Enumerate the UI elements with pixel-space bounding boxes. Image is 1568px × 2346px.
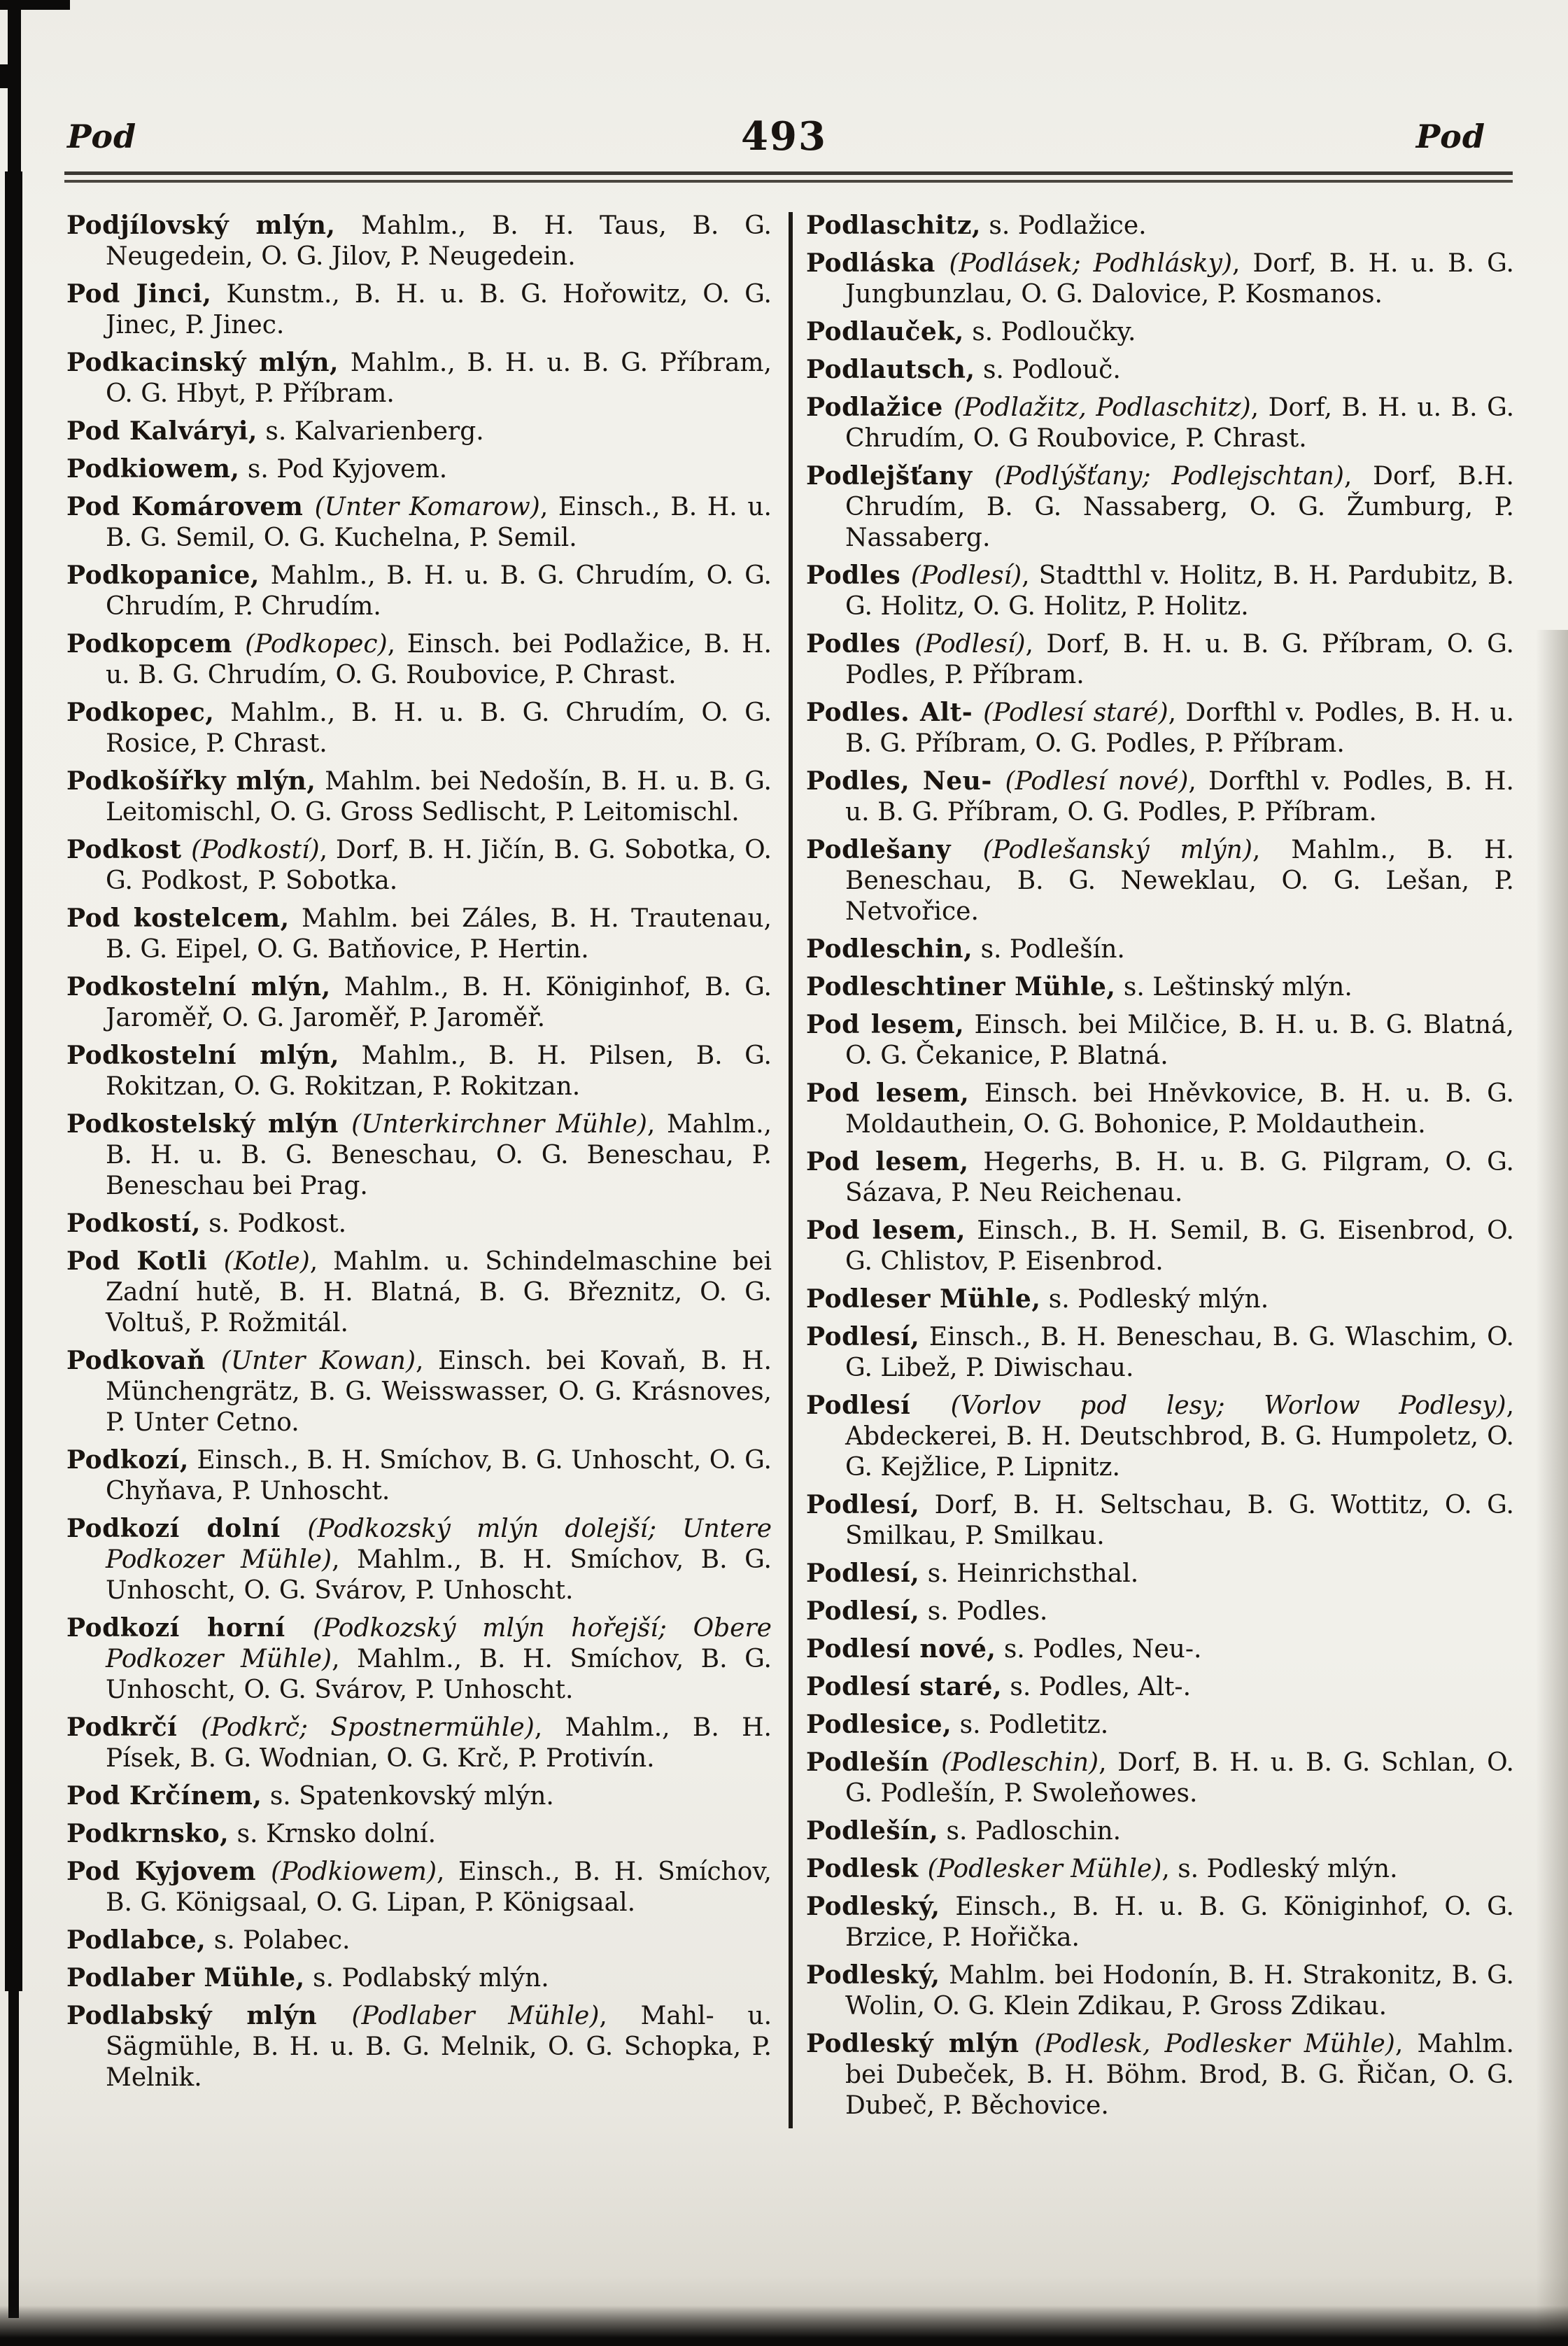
- gazetteer-entry: [66, 971, 772, 1034]
- entry-text: , Mahlm., B. H. Smíchov, B. G. Unhoscht, O. G. Svárov, P. Unhoscht.: [106, 1545, 772, 1605]
- column-divider-rule: [789, 212, 793, 2128]
- entry-text: Mahlm., B. H. Taus, B. G. Neugedein, O. G. Jilov, P. Neugedein.: [106, 211, 772, 271]
- gazetteer-entry: [66, 903, 772, 965]
- gazetteer-entry: [806, 834, 1514, 927]
- gazetteer-entry: [806, 1215, 1514, 1277]
- entry-headword: Podlaschitz,: [806, 211, 981, 240]
- gazetteer-entry: [66, 1345, 772, 1438]
- entry-headword: Podlautsch,: [806, 355, 975, 384]
- gazetteer-entry: [806, 1815, 1514, 1847]
- entry-headword: Podkrčí: [66, 1713, 202, 1742]
- running-header-right: Pod: [1415, 118, 1485, 155]
- entry-headword: Podkostí,: [66, 1209, 201, 1238]
- entry-text: , Dorf, B. H. u. B. G. Příbram, O. G. Podles, P. Příbram.: [845, 630, 1515, 689]
- entry-text: s. Podlešín.: [973, 935, 1125, 964]
- entry-headword: Podlešín: [806, 1748, 942, 1777]
- scan-artifact-left-notch: [0, 64, 9, 88]
- entry-headword: Podkacinský mlýn,: [66, 348, 339, 377]
- gazetteer-entry: [806, 1558, 1514, 1589]
- gazetteer-column-left: [66, 210, 772, 2093]
- entry-altname: (Podlesker Mühle): [927, 1855, 1162, 1883]
- entry-headword: Podkozí dolní: [66, 1514, 308, 1543]
- entry-headword: Podlesí staré,: [806, 1672, 1002, 1701]
- entry-text: , Einsch. bei Kovaň, B. H. Münchengrätz, B. G. Weisswasser, O. G. Krásnoves, P. Unter Cetno.: [106, 1347, 772, 1437]
- gazetteer-entry: [806, 1284, 1514, 1315]
- entry-headword: Pod lesem,: [806, 1216, 966, 1245]
- entry-altname: (Podlesí): [910, 561, 1022, 590]
- entry-text: s. Leštinský mlýn.: [1115, 973, 1352, 1002]
- gazetteer-entry: [806, 316, 1514, 348]
- entry-text: Mahlm. bei Záles, B. H. Trautenau, B. G. Eipel, O. G. Batňovice, P. Hertin.: [106, 904, 772, 964]
- gazetteer-entry: [806, 971, 1514, 1003]
- entry-text: , Dorf, B. H. u. B. G. Jungbunzlau, O. G. Dalovice, P. Kosmanos.: [845, 249, 1514, 309]
- gazetteer-entry: [806, 1891, 1514, 1953]
- entry-headword: Podkopanice,: [66, 561, 260, 590]
- gazetteer-entry: [806, 210, 1514, 241]
- entry-altname: (Podkozský mlýn dolejší; Untere Podkozer Mühle): [106, 1515, 772, 1574]
- gazetteer-entry: [66, 2000, 772, 2093]
- entry-headword: Podlesí,: [806, 1596, 920, 1626]
- entry-headword: Podkostelský mlýn: [66, 1109, 352, 1139]
- entry-headword: Podkozí,: [66, 1445, 189, 1475]
- gazetteer-column-right: [806, 210, 1514, 2121]
- entry-altname: (Unter Kowan): [220, 1347, 416, 1375]
- entry-altname: (Unter Komarow): [314, 493, 540, 521]
- entry-text: , Dorfthl v. Podles, B. H. u. B. G. Příbram, O. G. Podles, P. Příbram.: [845, 698, 1514, 758]
- gazetteer-entry: [806, 1321, 1514, 1384]
- entry-text: Mahlm., B. H. Pilsen, B. G. Rokitzan, O. G. Rokitzan, P. Rokitzan.: [106, 1041, 772, 1101]
- entry-text: s. Podletitz.: [952, 1711, 1109, 1739]
- entry-headword: Podlesí,: [806, 1559, 920, 1588]
- entry-text: Hegerhs, B. H. u. B. G. Pilgram, O. G. Sázava, P. Neu Reichenau.: [845, 1148, 1514, 1207]
- entry-headword: Podkiowem,: [66, 454, 240, 484]
- entry-headword: Podles, Neu-: [806, 766, 1005, 796]
- entry-headword: Podlauček,: [806, 317, 964, 346]
- entry-altname: (Podkrč; Spostnermühle): [201, 1713, 535, 1742]
- entry-headword: Podlabský mlýn: [66, 2001, 352, 2030]
- entry-headword: Pod kostelcem,: [66, 904, 290, 933]
- gazetteer-entry: [806, 1671, 1514, 1703]
- gazetteer-entry: [66, 697, 772, 759]
- gazetteer-entry: [806, 1747, 1514, 1809]
- entry-headword: Podleschin,: [806, 934, 973, 964]
- entry-text: , Mahlm., B. H. u. B. G. Beneschau, O. G. Beneschau, P. Beneschau bei Prag.: [106, 1110, 772, 1200]
- entry-text: , Dorfthl v. Podles, B. H. u. B. G. Příbram, O. G. Podles, P. Příbram.: [845, 767, 1514, 827]
- entry-headword: Pod Komárovem: [66, 492, 315, 521]
- entry-altname: (Podkozský mlýn hořejší; Obere Podkozer Mühle): [106, 1614, 772, 1673]
- entry-text: , Einsch., B. H. u. B. G. Semil, O. G. Kuchelna, P. Semil.: [106, 493, 772, 552]
- entry-altname: (Podlesk, Podlesker Mühle): [1034, 2030, 1395, 2058]
- gazetteer-entry: [66, 416, 772, 447]
- gazetteer-entry: [806, 560, 1514, 622]
- entry-text: Einsch., B. H. u. B. G. Königinhof, O. G. Brzice, P. Hořička.: [845, 1892, 1514, 1952]
- gazetteer-entry: [66, 560, 772, 622]
- entry-headword: Podkostelní mlýn,: [66, 972, 331, 1002]
- entry-text: Mahlm., B. H. u. B. G. Chrudím, O. G. Chrudím, P. Chrudím.: [106, 561, 772, 621]
- entry-text: s. Spatenkovský mlýn.: [262, 1782, 554, 1811]
- scan-artifact-right-shade: [1536, 630, 1568, 2346]
- entry-text: Einsch. bei Milčice, B. H. u. B. G. Blatná, O. G. Čekanice, P. Blatná.: [845, 1011, 1514, 1070]
- entry-text: Dorf, B. H. Seltschau, B. G. Wottitz, O. G. Smilkau, P. Smilkau.: [845, 1491, 1514, 1550]
- gazetteer-entry: [66, 1109, 772, 1202]
- entry-text: , Einsch., B. H. Smíchov, B. G. Königsaal, O. G. Lipan, P. Königsaal.: [106, 1857, 772, 1917]
- gazetteer-entry: [806, 1146, 1514, 1209]
- entry-headword: Podjílovský mlýn,: [66, 211, 336, 240]
- gazetteer-entry: [66, 1962, 772, 1994]
- entry-text: , Dorf, B. H. Jičín, B. G. Sobotka, O. G. Podkost, P. Sobotka.: [106, 836, 772, 895]
- entry-text: , Mahlm., B. H. Smíchov, B. G. Unhoscht, O. G. Svárov, P. Unhoscht.: [106, 1645, 772, 1704]
- entry-text: , Dorf, B. H. u. B. G. Chrudím, O. G Roubovice, P. Chrast.: [845, 393, 1515, 453]
- gazetteer-entry: [66, 454, 772, 485]
- entry-text: s. Podleský mlýn.: [1040, 1285, 1269, 1314]
- entry-headword: Pod lesem,: [806, 1147, 969, 1176]
- entry-text: s. Podlabský mlýn.: [304, 1964, 549, 1993]
- gazetteer-entry: [66, 1613, 772, 1706]
- entry-text: , Mahlm. bei Dubeček, B. H. Böhm. Brod, B. G. Řičan, O. G. Dubeč, P. Běchovice.: [845, 2030, 1514, 2120]
- entry-text: Einsch., B. H. Beneschau, B. G. Wlaschim, O. G. Libež, P. Diwischau.: [845, 1323, 1514, 1382]
- entry-text: Mahlm., B. H. Königinhof, B. G. Jaroměř, O. G. Jaroměř, P. Jaroměř.: [106, 973, 772, 1032]
- gazetteer-entry: [66, 1513, 772, 1606]
- entry-text: , Mahlm., B. H. Písek, B. G. Wodnian, O. G. Krč, P. Protivín.: [106, 1713, 772, 1773]
- gazetteer-entry: [66, 1445, 772, 1507]
- entry-text: , Mahlm. u. Schindelmaschine bei Zadní hutě, B. H. Blatná, B. G. Březnitz, O. G. Voltuš, P. Rožmitál.: [106, 1247, 772, 1337]
- running-header-left: Pod: [67, 118, 137, 155]
- gazetteer-entry: [66, 491, 772, 554]
- entry-text: s. Pod Kyjovem.: [239, 455, 448, 484]
- entry-text: , Abdeckerei, B. H. Deutschbrod, B. G. Humpoletz, O. G. Kejžlice, P. Lipnitz.: [845, 1391, 1515, 1482]
- entry-headword: Podkost: [66, 835, 192, 864]
- entry-headword: Podlešín,: [806, 1816, 939, 1846]
- gazetteer-entry: [66, 279, 772, 341]
- entry-text: Mahlm., B. H. u. B. G. Chrudím, O. G. Rosice, P. Chrast.: [106, 698, 772, 758]
- entry-headword: Podleský mlýn: [806, 2029, 1035, 2058]
- gazetteer-entry: [66, 1712, 772, 1774]
- gazetteer-entry: [806, 1596, 1514, 1627]
- entry-text: Einsch., B. H. Smíchov, B. G. Unhoscht, O. G. Chyňava, P. Unhoscht.: [106, 1446, 772, 1505]
- scan-artifact-left-bar: [5, 171, 22, 1991]
- entry-headword: Podleser Mühle,: [806, 1284, 1041, 1314]
- entry-headword: Pod Jinci,: [66, 279, 212, 309]
- gazetteer-entry: [66, 347, 772, 409]
- entry-headword: Podkopec,: [66, 698, 215, 727]
- entry-altname: (Vorlov pod lesy; Worlow Podlesy): [950, 1391, 1506, 1420]
- entry-headword: Podlesí: [806, 1391, 951, 1420]
- entry-headword: Pod Kyjovem: [66, 1857, 271, 1886]
- entry-text: , Dorf, B. H. u. B. G. Schlan, O. G. Podlešín, P. Swoleňowes.: [845, 1748, 1514, 1808]
- entry-altname: (Podkiowem): [271, 1857, 437, 1886]
- scan-artifact-left-bar-lower: [8, 1988, 19, 2318]
- entry-text: s. Podles.: [919, 1597, 1048, 1626]
- entry-text: s. Podlouč.: [975, 356, 1121, 384]
- gazetteer-entry: [806, 1634, 1514, 1665]
- entry-headword: Podles: [806, 561, 911, 590]
- entry-altname: (Podlesí staré): [983, 698, 1168, 727]
- gazetteer-entry: [66, 210, 772, 272]
- entry-headword: Podlaber Mühle,: [66, 1963, 305, 1993]
- gazetteer-entry: [806, 1960, 1514, 2022]
- entry-headword: Pod Krčínem,: [66, 1781, 262, 1811]
- entry-headword: Podlesí nové,: [806, 1634, 996, 1664]
- entry-headword: Podleský,: [806, 1960, 940, 1990]
- entry-altname: (Podlýšťany; Podlejschtan): [994, 462, 1344, 491]
- entry-headword: Podkošířky mlýn,: [66, 766, 316, 796]
- gazetteer-entry: [66, 628, 772, 691]
- entry-altname: (Podlásek; Podhlásky): [949, 249, 1233, 278]
- entry-altname: (Podlesí nové): [1005, 767, 1189, 796]
- entry-headword: Podlabce,: [66, 1925, 206, 1955]
- gazetteer-entry: [806, 1078, 1514, 1140]
- entry-headword: Podkrnsko,: [66, 1819, 229, 1848]
- entry-text: s. Padloschin.: [938, 1817, 1122, 1846]
- entry-headword: Pod Kotli: [66, 1246, 224, 1276]
- gazetteer-entry: [806, 766, 1514, 828]
- gazetteer-entry: [806, 354, 1514, 386]
- entry-text: , s. Podleský mlýn.: [1161, 1855, 1398, 1883]
- entry-headword: Podleský,: [806, 1892, 940, 1921]
- entry-headword: Podlesk: [806, 1854, 928, 1883]
- gazetteer-entry: [806, 934, 1514, 965]
- gazetteer-entry: [66, 834, 772, 897]
- entry-altname: (Podlesí): [914, 630, 1026, 659]
- entry-altname: (Podlaber Mühle): [351, 2002, 600, 2030]
- gazetteer-entry: [66, 1040, 772, 1102]
- gazetteer-entry: [806, 1390, 1514, 1483]
- entry-text: s. Podles, Neu-.: [996, 1635, 1202, 1664]
- entry-text: Kunstm., B. H. u. B. G. Hořowitz, O. G. Jinec, P. Jinec.: [106, 280, 772, 339]
- entry-headword: Podkopcem: [66, 629, 246, 659]
- entry-text: s. Polabec.: [206, 1926, 351, 1955]
- entry-text: , Stadtthl v. Holitz, B. H. Pardubitz, B. G. Holitz, O. G. Holitz, P. Holitz.: [845, 561, 1514, 621]
- entry-altname: (Podlažitz, Podlaschitz): [953, 393, 1251, 422]
- entry-headword: Podkostelní mlýn,: [66, 1041, 340, 1070]
- gazetteer-entry: [806, 628, 1514, 691]
- entry-headword: Pod lesem,: [806, 1010, 965, 1039]
- gazetteer-entry: [806, 248, 1514, 310]
- entry-headword: Pod lesem,: [806, 1079, 970, 1108]
- entry-text: , Einsch. bei Podlažice, B. H. u. B. G. Chrudím, O. G. Roubovice, P. Chrast.: [106, 630, 772, 689]
- entry-altname: (Kotle): [223, 1247, 310, 1276]
- gazetteer-entry: [806, 461, 1514, 554]
- entry-headword: Podlešany: [806, 835, 983, 864]
- entry-text: s. Krnsko dolní.: [229, 1820, 437, 1848]
- entry-headword: Podlesice,: [806, 1710, 952, 1739]
- gazetteer-entry: [66, 1246, 772, 1339]
- gazetteer-entry: [806, 392, 1514, 454]
- entry-headword: Podles: [806, 629, 915, 659]
- entry-headword: Podláska: [806, 248, 949, 278]
- entry-text: s. Podlažice.: [980, 211, 1147, 240]
- entry-headword: Podlesí,: [806, 1322, 920, 1351]
- entry-text: Mahlm., B. H. u. B. G. Příbram, O. G. Hbyt, P. Příbram.: [106, 349, 772, 408]
- gazetteer-entry: [66, 1780, 772, 1812]
- entry-text: Einsch., B. H. Semil, B. G. Eisenbrod, O. G. Chlistov, P. Eisenbrod.: [845, 1216, 1514, 1276]
- entry-text: , Mahlm., B. H. Beneschau, B. G. Neweklau, O. G. Lešan, P. Netvořice.: [845, 836, 1514, 926]
- entry-headword: Podlejšťany: [806, 461, 995, 491]
- gazetteer-entry: [806, 1853, 1514, 1885]
- entry-text: Mahlm. bei Nedošín, B. H. u. B. G. Leitomischl, O. G. Gross Sedlischt, P. Leitomischl.: [106, 767, 772, 827]
- gazetteer-entry: [66, 1208, 772, 1239]
- entry-headword: Podleschtiner Mühle,: [806, 972, 1116, 1002]
- entry-altname: (Podlešanský mlýn): [982, 836, 1252, 864]
- gazetteer-entry: [806, 1009, 1514, 1072]
- entry-headword: Podlažice: [806, 393, 954, 422]
- entry-text: , Mahl- u. Sägmühle, B. H. u. B. G. Melnik, O. G. Schopka, P. Melnik.: [106, 2002, 772, 2092]
- gazetteer-entry: [66, 1925, 772, 1956]
- gazetteer-entry: [66, 1818, 772, 1850]
- entry-headword: Podkozí horní: [66, 1613, 313, 1643]
- entry-text: Mahlm. bei Hodonín, B. H. Strakonitz, B. G. Wolin, O. G. Klein Zdikau, P. Gross Zdikau.: [845, 1961, 1514, 2021]
- entry-headword: Podkovaň: [66, 1346, 221, 1375]
- gazetteer-entry: [66, 1856, 772, 1918]
- entry-text: Einsch. bei Hněvkovice, B. H. u. B. G. Moldauthein, O. G. Bohonice, P. Moldauthein.: [845, 1079, 1515, 1139]
- scan-artifact-bottom-band: [0, 2305, 1568, 2346]
- entry-altname: (Unterkirchner Mühle): [351, 1110, 647, 1139]
- header-double-rule: [64, 171, 1513, 183]
- gazetteer-entry: [806, 1709, 1514, 1741]
- entry-text: s. Podkost.: [200, 1209, 347, 1238]
- entry-headword: Podles. Alt-: [806, 698, 984, 727]
- entry-headword: Pod Kalváryi,: [66, 416, 257, 446]
- entry-text: s. Kalvarienberg.: [257, 417, 484, 446]
- gazetteer-entry: [806, 697, 1514, 759]
- entry-text: , Dorf, B.H. Chrudím, B. G. Nassaberg, O. G. Žumburg, P. Nassaberg.: [845, 462, 1514, 552]
- gazetteer-entry: [66, 766, 772, 828]
- entry-headword: Podlesí,: [806, 1490, 920, 1519]
- gazetteer-entry: [806, 1489, 1514, 1552]
- gazetteer-entry: [806, 2028, 1514, 2121]
- entry-altname: (Podkostí): [191, 836, 320, 864]
- entry-text: s. Heinrichsthal.: [919, 1559, 1139, 1588]
- entry-altname: (Podleschin): [941, 1748, 1099, 1777]
- entry-text: s. Podloučky.: [963, 318, 1136, 346]
- page-number: 493: [741, 113, 827, 160]
- entry-text: s. Podles, Alt-.: [1001, 1673, 1192, 1701]
- entry-altname: (Podkopec): [245, 630, 388, 659]
